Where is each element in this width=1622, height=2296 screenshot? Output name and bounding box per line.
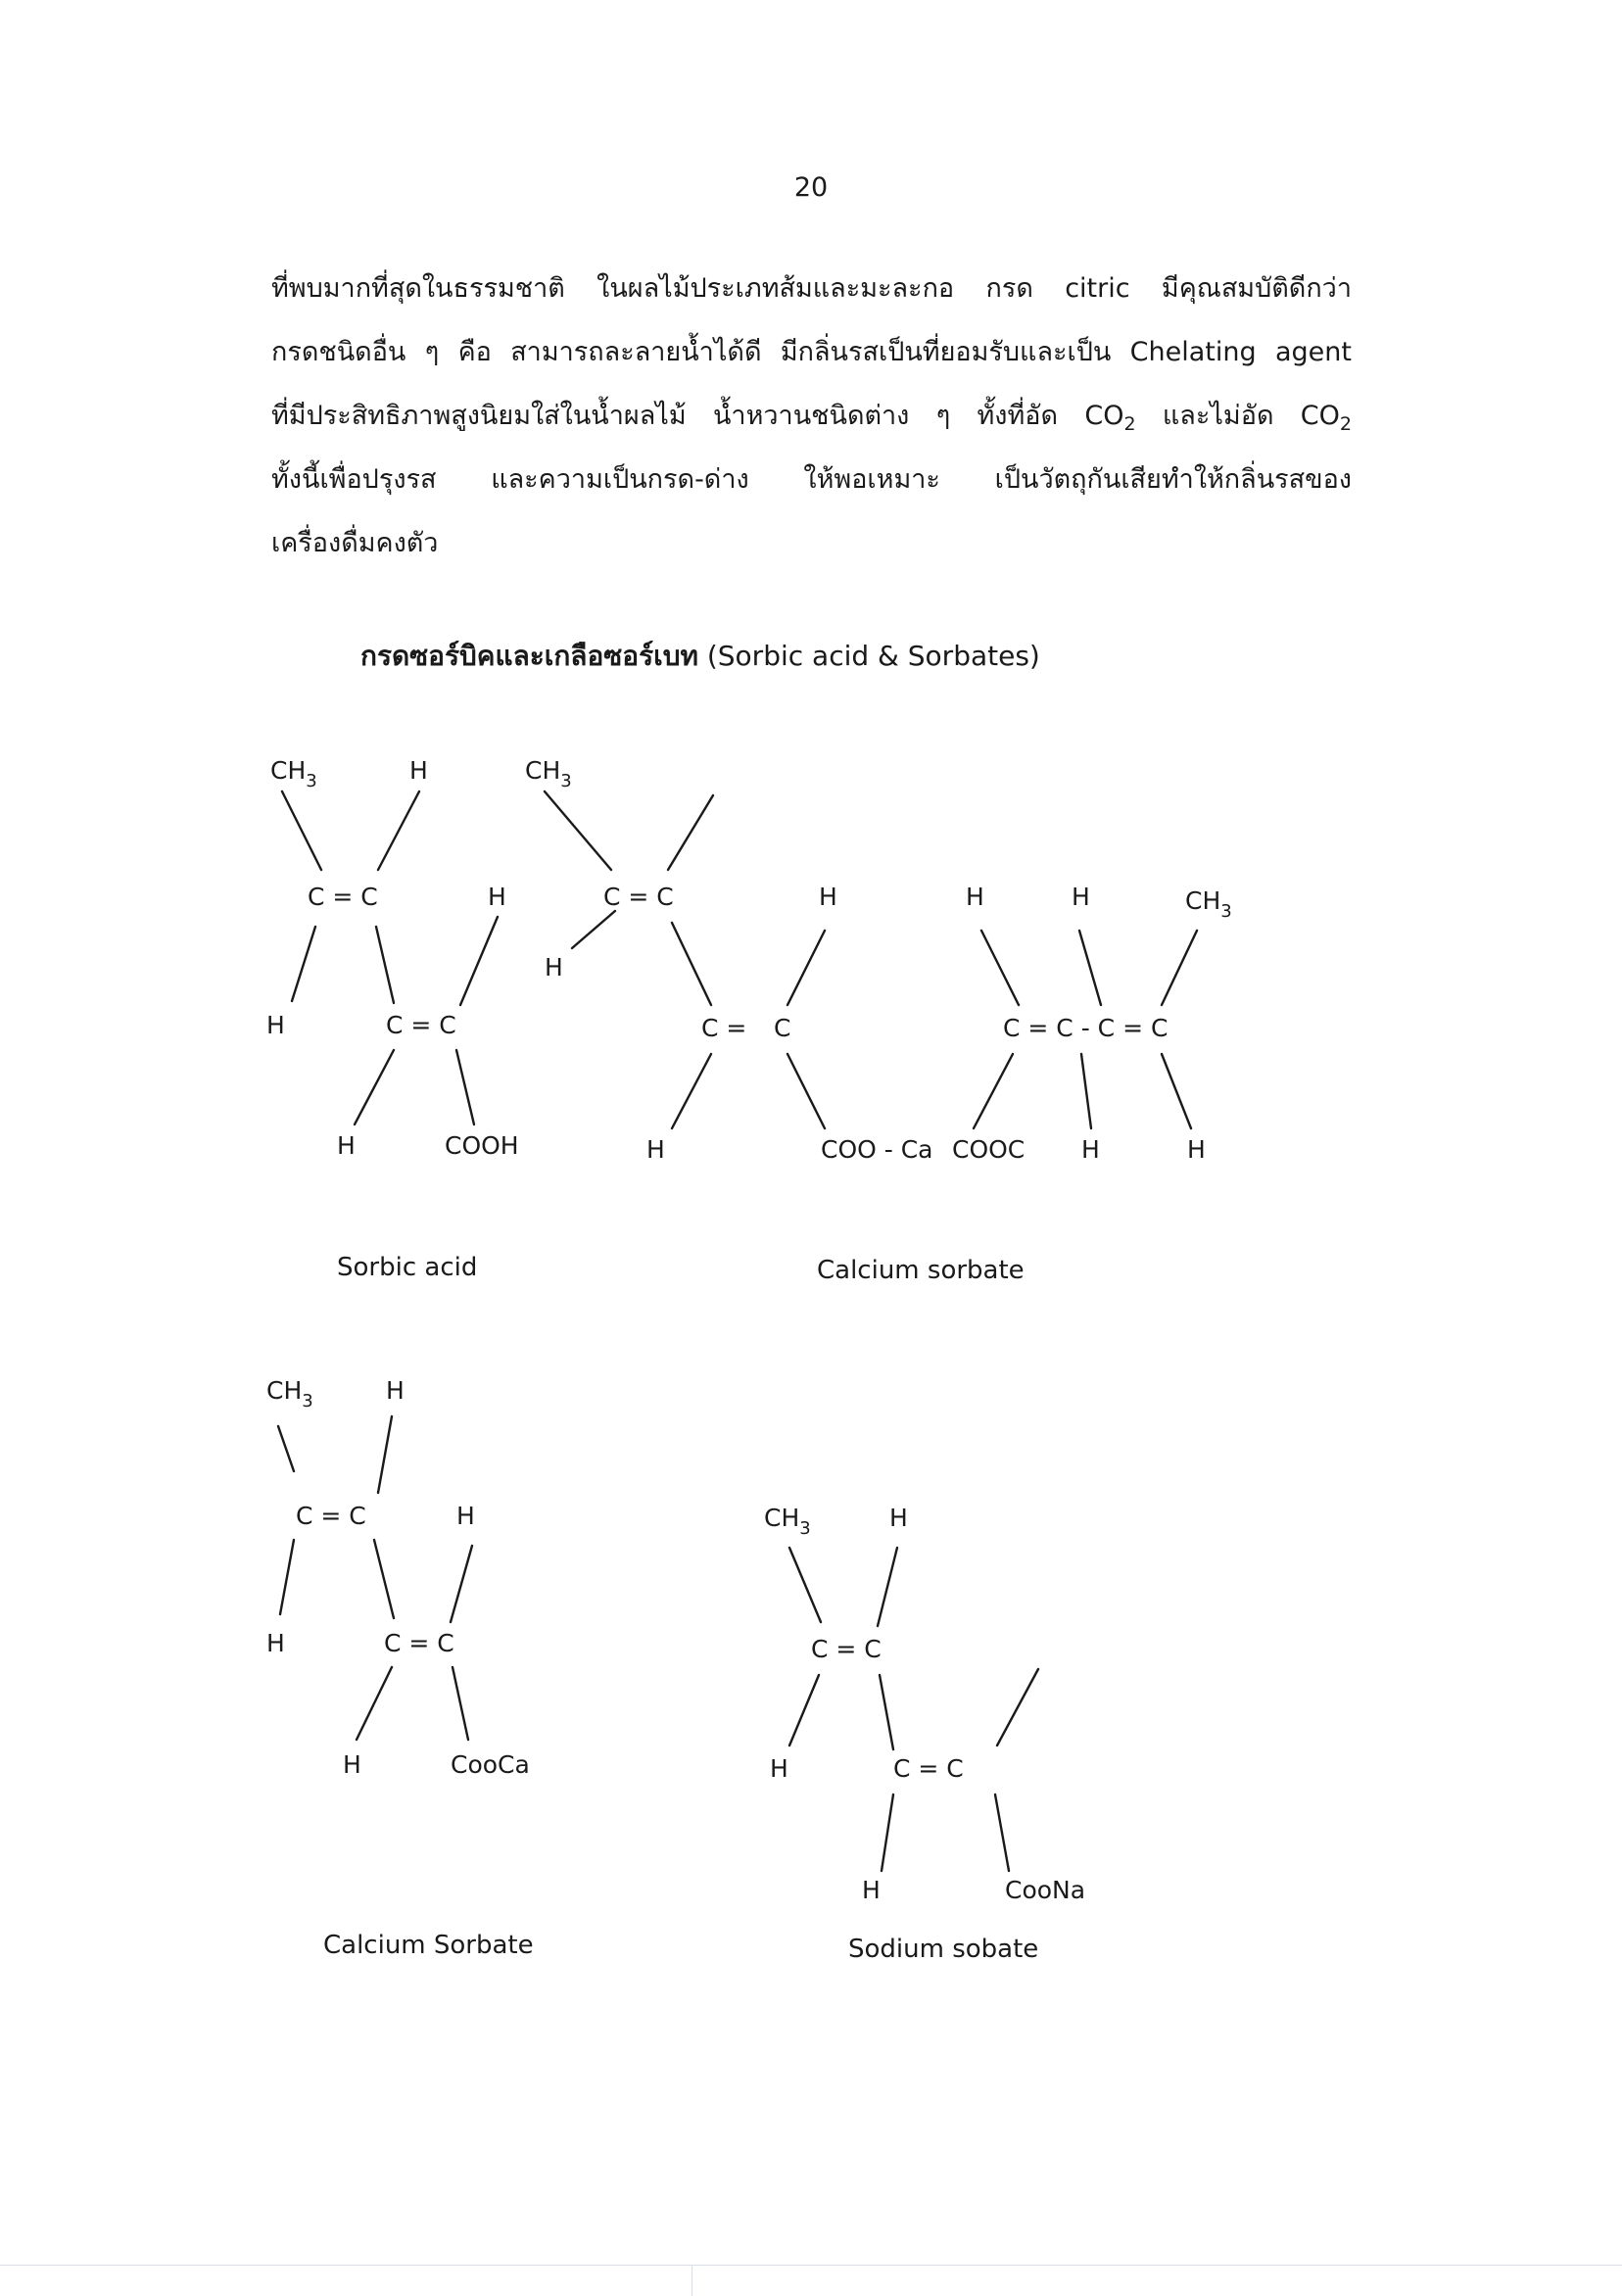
paragraph-line-3-b: และไม่อัด CO — [1135, 401, 1340, 431]
nasorb-h-top: H — [889, 1504, 908, 1532]
co2-subscript-2: 2 — [1339, 413, 1352, 435]
sorbic-c2: C = C — [386, 1011, 456, 1039]
casorb1-bond-10 — [1162, 931, 1197, 1005]
sorbic-bond-4 — [376, 927, 394, 1003]
casorb2-bond-4 — [374, 1540, 394, 1618]
nasorb-bond-3 — [789, 1675, 819, 1746]
paragraph-line-1: ที่พบมากที่สุดในธรรมชาติ ในผลไม้ประเภทส้มและมะละกอ กรด citric มีคุณสมบัติดีกว่า — [271, 273, 1352, 304]
calcium-sorbate-2-caption: Calcium Sorbate — [323, 1931, 534, 1960]
sorbic-bond-3 — [292, 927, 315, 1001]
casorb2-bond-2 — [378, 1416, 392, 1493]
casorb1-h-right1: H — [819, 883, 837, 911]
casorb1-ch3-right: $CH_3$ — [1185, 886, 1232, 922]
nasorb-coona: CooNa — [1005, 1876, 1086, 1904]
casorb1-h-r1: H — [966, 883, 984, 911]
casorb1-c1: C = C — [603, 883, 674, 911]
casorb2-bond-7 — [453, 1667, 468, 1740]
casorb1-bond-5 — [787, 931, 825, 1005]
casorb1-bond-7 — [787, 1054, 825, 1128]
paragraph-line-4: ทั้งนี้เพื่อปรุงรส และความเป็นกรด-ด่าง ให้พอเหมาะ เป็นวัตถุกันเสียทำให้กลิ่นรสของ — [271, 464, 1352, 495]
casorb1-bond-1 — [545, 791, 611, 870]
casorb2-h-top: H — [386, 1376, 405, 1405]
casorb1-bond-2 — [668, 795, 713, 870]
casorb1-h-bottom-left: H — [646, 1135, 665, 1164]
nasorb-bond-7 — [995, 1794, 1009, 1871]
nasorb-c1: C = C — [811, 1635, 882, 1663]
scan-edge-line — [0, 2265, 1622, 2266]
sorbic-h-top: H — [409, 756, 428, 785]
sorbic-bond-1 — [282, 791, 321, 870]
section-heading-english: (Sorbic acid & Sorbates) — [697, 640, 1040, 672]
nasorb-c2: C = C — [893, 1754, 964, 1783]
structure-sorbic-acid — [266, 756, 519, 1282]
casorb2-h-right: H — [456, 1502, 475, 1530]
sorbic-h-right: H — [488, 883, 506, 911]
nasorb-ch3: $CH_3$ — [764, 1504, 811, 1539]
nasorb-h-bottom: H — [862, 1876, 881, 1904]
casorb1-h-rb1: H — [1081, 1135, 1100, 1164]
casorb1-c2-b: C — [774, 1014, 791, 1042]
casorb1-bond-8 — [981, 931, 1019, 1005]
co2-subscript-1: 2 — [1123, 413, 1136, 435]
sorbic-bond-6 — [355, 1050, 394, 1124]
structure-calcium-sorbate-2 — [266, 1376, 534, 1960]
casorb2-c2: C = C — [384, 1629, 454, 1657]
sorbic-cooh: COOH — [445, 1131, 519, 1160]
sorbic-ch3-label: $CH_3$ — [270, 756, 317, 791]
calcium-sorbate-caption: Calcium sorbate — [817, 1256, 1025, 1285]
paragraph-line-5: เครื่องดื่มคงตัว — [271, 528, 439, 558]
casorb1-bond-6 — [672, 1054, 711, 1128]
casorb1-bond-3 — [572, 911, 615, 948]
casorb1-bond-13 — [1162, 1054, 1191, 1128]
casorb1-c-chain: C = C - C = C — [1003, 1014, 1169, 1042]
sorbic-bond-2 — [378, 791, 419, 870]
nasorb-bond-4 — [880, 1675, 893, 1749]
sodium-sorbate-caption: Sodium sobate — [848, 1935, 1039, 1964]
section-heading-thai: กรดซอร์บิคและเกลือซอร์เบท — [360, 640, 698, 672]
sorbic-acid-caption: Sorbic acid — [337, 1253, 478, 1282]
casorb1-c2-a: C = — [701, 1014, 747, 1042]
nasorb-bond-1 — [789, 1548, 821, 1622]
paragraph-line-3-a: ที่มีประสิทธิภาพสูงนิยมใส่ในน้ำผลไม้ น้ำหวานชนิดต่าง ๆ ทั้งที่อัด CO — [271, 401, 1124, 431]
casorb2-bond-1 — [278, 1426, 294, 1471]
casorb2-bond-3 — [280, 1540, 294, 1614]
casorb1-bond-4 — [672, 923, 711, 1005]
casorb2-cooca: CooCa — [451, 1750, 530, 1779]
casorb1-coo-ca: COO - Ca — [821, 1135, 933, 1164]
sorbic-h-bottom: H — [337, 1131, 356, 1160]
casorb1-bond-12 — [1081, 1054, 1091, 1128]
casorb2-h-bottom: H — [343, 1750, 361, 1779]
sorbic-c1: C = C — [308, 883, 378, 911]
nasorb-bond-6 — [882, 1794, 893, 1871]
casorb2-h-left: H — [266, 1629, 285, 1657]
casorb1-ch3-left: $CH_3$ — [525, 756, 572, 791]
page-number: 20 — [793, 172, 829, 203]
nasorb-h-left: H — [770, 1754, 788, 1783]
nasorb-bond-5 — [997, 1669, 1038, 1746]
casorb2-bond-5 — [451, 1546, 472, 1622]
casorb1-cooc: COOC — [952, 1135, 1026, 1164]
structure-sodium-sorbate — [764, 1504, 1085, 1964]
casorb1-h-mid: H — [545, 953, 563, 981]
casorb1-h-r2: H — [1072, 883, 1090, 911]
casorb2-bond-6 — [357, 1667, 392, 1740]
paragraph-line-2: กรดชนิดอื่น ๆ คือ สามารถละลายน้ำได้ดี มีกลิ่นรสเป็นที่ยอมรับและเป็น Chelating agent — [271, 337, 1352, 367]
sorbic-h-left: H — [266, 1011, 285, 1039]
sorbic-bond-5 — [460, 917, 498, 1005]
structure-calcium-sorbate-1 — [525, 756, 1232, 1285]
casorb1-h-rb2: H — [1187, 1135, 1206, 1164]
nasorb-bond-2 — [878, 1548, 897, 1626]
casorb2-ch3: $CH_3$ — [266, 1376, 313, 1411]
casorb2-c1: C = C — [296, 1502, 366, 1530]
casorb1-bond-11 — [974, 1054, 1013, 1128]
casorb1-bond-9 — [1079, 931, 1101, 1005]
sorbic-bond-7 — [456, 1050, 474, 1124]
